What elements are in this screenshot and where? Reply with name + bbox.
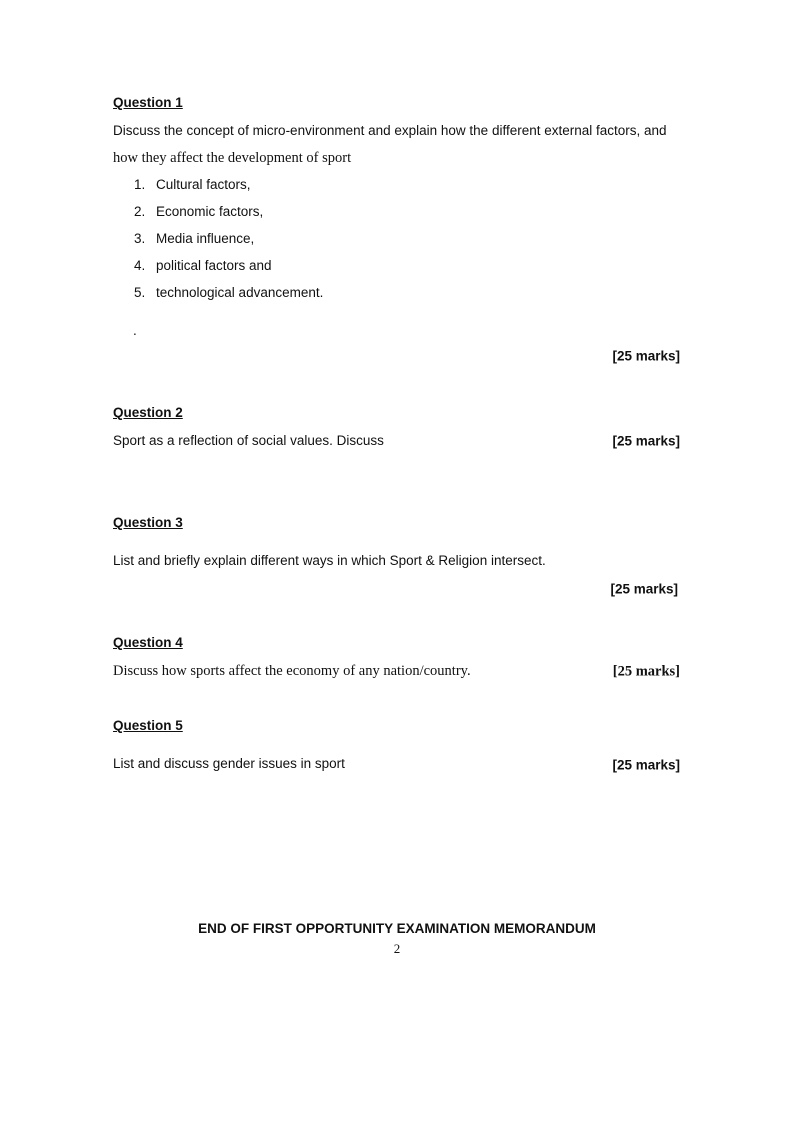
question-text: List and discuss gender issues in sport — [113, 756, 345, 771]
page-number: 2 — [393, 941, 401, 956]
question-heading: Question 4 — [113, 635, 183, 650]
marks-label: [25 marks] — [612, 757, 680, 773]
list-item — [134, 177, 251, 193]
list-item — [134, 258, 272, 274]
list-number: 3. — [134, 231, 146, 246]
question-heading: Question 5 — [113, 718, 183, 733]
question-text: how they affect the development of sport — [113, 150, 352, 166]
marks-label: [25 marks] — [612, 348, 680, 364]
question-heading: Question 1 — [113, 95, 183, 110]
marks-label: [25 marks] — [612, 663, 680, 680]
list-label: Economic factors, — [156, 204, 264, 219]
question-heading: Question 2 — [113, 405, 183, 420]
list-label: Media influence, — [156, 231, 255, 246]
end-of-memorandum: END OF FIRST OPPORTUNITY EXAMINATION MEMORANDUM — [198, 921, 596, 936]
list-label: political factors and — [156, 258, 272, 273]
question-text: Discuss how sports affect the economy of any nation/country. — [113, 663, 471, 679]
list-item — [134, 231, 254, 247]
list-item — [134, 285, 323, 301]
question-text: List and briefly explain different ways in which Sport & Religion intersect. — [113, 553, 546, 568]
question-text: Sport as a reflection of social values. Discuss — [113, 433, 384, 448]
list-number: 1. — [134, 177, 146, 192]
list-number: 4. — [134, 258, 146, 273]
list-number: 2. — [134, 204, 146, 219]
stray-dot: . — [133, 323, 137, 338]
list-label: Cultural factors, — [156, 177, 251, 192]
question-heading: Question 3 — [113, 515, 183, 530]
list-number: 5. — [134, 285, 146, 300]
list-label: technological advancement. — [156, 285, 324, 300]
question-text: Discuss the concept of micro-environment and explain how the different external factors, and — [113, 123, 667, 138]
marks-label: [25 marks] — [610, 581, 678, 597]
marks-label: [25 marks] — [612, 433, 680, 449]
list-item — [134, 204, 263, 220]
